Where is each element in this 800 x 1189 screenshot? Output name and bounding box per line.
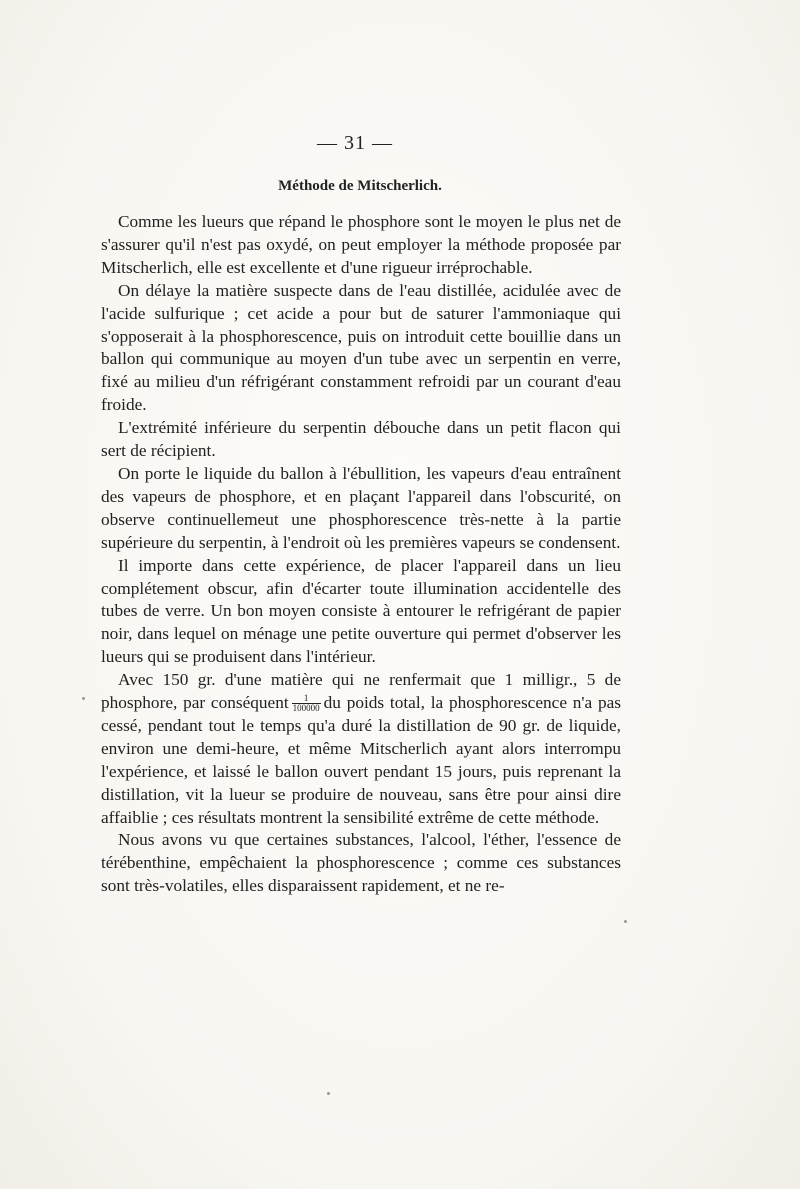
body-text [101, 211, 621, 898]
paragraph-3: L'extrémité inférieure du serpentin débouche dans un petit flacon qui sert de récipient. [101, 418, 621, 461]
paragraph-6-start: Avec 150 gr. d'une matière qui ne renfermait que 1 milligr., 5 de phosphore, par conséquent [101, 670, 621, 713]
paragraph-1: Comme les lueurs que répand le phosphore sont le moyen le plus net de s'assurer qu'il n'est pas oxydé, on peut employer la méthode proposée par Mitscherlich, elle est excellente et d'une rigueur irréprochable. [101, 212, 621, 277]
fraction-numerator: 1 [292, 694, 321, 704]
fraction [292, 694, 321, 713]
paragraph-7: Nous avons vu que certaines substances, l'alcool, l'éther, l'essence de térébenthine, empêchaient la phosphorescence ; comme ces substances sont très-volatiles, elles disparaissent rapidement, et ne re- [101, 830, 621, 896]
page-number: — 31 — [317, 132, 393, 154]
fraction-denominator: 100000 [292, 703, 320, 714]
paragraph-6-end: du poids total, la phosphorescence n'a pas cessé, pendant tout le temps qu'a duré la distillation de 90 gr. de liquide, environ une demi-heure, et même Mitscherlich ayant alors interrompu l'expérience, et laissé le ballon ouvert pendant 15 jours, puis reprenant la distillation, vit la lueur se produire de nouveau, sans être pour ainsi dire affaiblie ; ces résultats montrent la sensibilité extrême de cette méthode. [101, 693, 621, 827]
paper-speck [327, 1092, 330, 1095]
paragraph-2: On délaye la matière suspecte dans de l'eau distillée, acidulée avec de l'acide sulfurique ; cet acide a pour but de saturer l'ammoniaque qui s'opposerait à la phosphorescence, puis on introduit cette bouillie dans un ballon qui communique au moyen d'un tube avec un serpentin en verre, fixé au milieu d'un réfrigérant constamment refroidi par un courant d'eau froide. [101, 280, 621, 415]
paragraph-4: On porte le liquide du ballon à l'ébullition, les vapeurs d'eau entraînent des vapeurs de phosphore, et en plaçant l'appareil dans l'obscurité, on observe continuellemeut une phosphorescence très-nette à la partie supérieure du serpentin, à l'endroit où les premières vapeurs se condensent. [101, 463, 621, 552]
paragraph-6 [101, 669, 621, 829]
section-title: Méthode de Mitscherlich. [278, 178, 442, 194]
paper-speck [624, 920, 627, 923]
paper-speck [82, 697, 85, 700]
paragraph-5: Il importe dans cette expérience, de placer l'appareil dans un lieu complétement obscur, afin d'écarter toute illumination accidentelle des tubes de verre. Un bon moyen consiste à entourer le refrigérant de papier noir, dans lequel on ménage une petite ouverture qui permet d'observer les lueurs qui se produisent dans l'intérieur. [101, 555, 621, 667]
